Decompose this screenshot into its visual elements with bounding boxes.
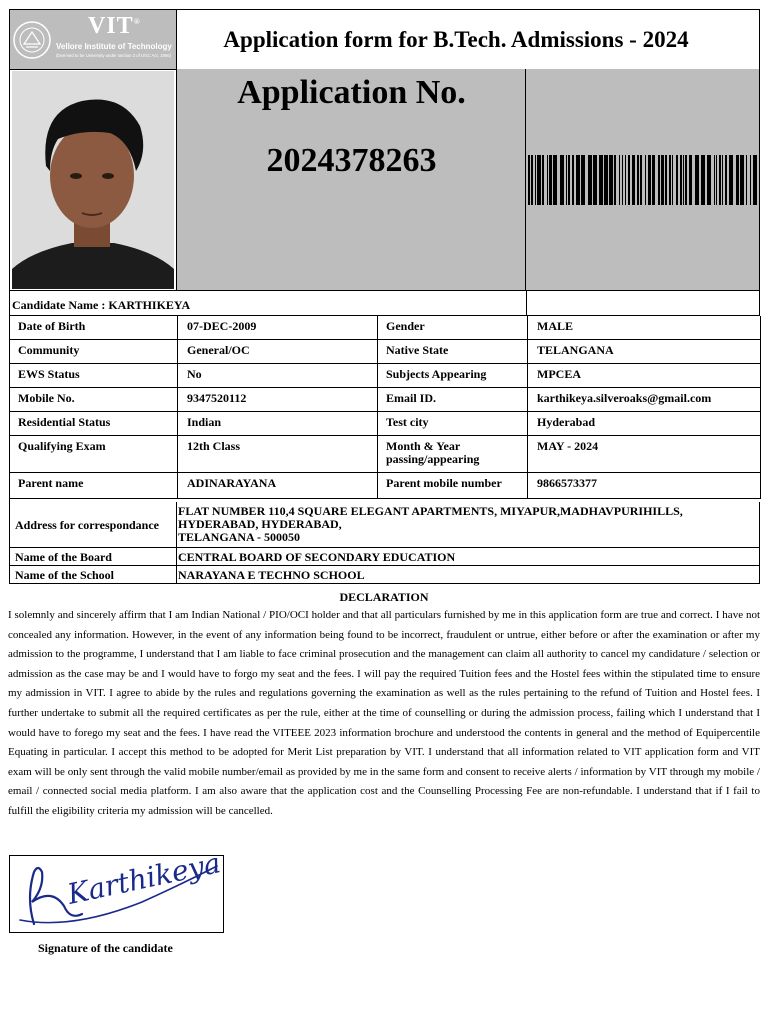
board-divider bbox=[176, 548, 177, 566]
vit-seal bbox=[12, 20, 52, 60]
barcode-bar bbox=[593, 155, 597, 205]
field-label: Month & Year passing/appearing bbox=[378, 436, 528, 473]
barcode-bar bbox=[648, 155, 651, 205]
school-divider bbox=[176, 566, 177, 584]
barcode-bar bbox=[722, 155, 723, 205]
field-label: Test city bbox=[378, 412, 528, 436]
barcode-bar bbox=[719, 155, 721, 205]
barcode-bar bbox=[619, 155, 620, 205]
barcode-bar bbox=[640, 155, 642, 205]
signature-image bbox=[12, 858, 222, 930]
barcode-bar bbox=[588, 155, 592, 205]
field-value: Hyderabad bbox=[528, 412, 761, 436]
barcode-bar bbox=[729, 155, 733, 205]
barcode-bar bbox=[572, 155, 574, 205]
barcode-bar bbox=[632, 155, 635, 205]
logo-tagline: (Deemed to be University under section 3 of UGC Act, 1956) bbox=[56, 53, 172, 58]
barcode-bar bbox=[547, 155, 548, 205]
field-label: Gender bbox=[378, 316, 528, 340]
barcode-bar bbox=[625, 155, 626, 205]
barcode-bar bbox=[609, 155, 613, 205]
barcode-bar bbox=[566, 155, 567, 205]
signature-label: Signature of the candidate bbox=[38, 941, 173, 955]
barcode-bar bbox=[537, 155, 541, 205]
barcode-bar bbox=[716, 155, 717, 205]
barcode-bar bbox=[676, 155, 678, 205]
barcode-bar bbox=[701, 155, 705, 205]
school-row bbox=[9, 566, 760, 584]
application-number: 2024378263 bbox=[266, 142, 437, 179]
candidate-name: Candidate Name : KARTHIKEYA bbox=[12, 298, 191, 312]
field-label: Date of Birth bbox=[10, 316, 178, 340]
barcode-bar bbox=[746, 155, 747, 205]
signature-text: Karthikeya bbox=[64, 858, 222, 911]
barcode bbox=[528, 155, 758, 205]
address-line-1: FLAT NUMBER 110,4 SQUARE ELEGANT APARTMENTS, MIYAPUR,MADHAVPURIHILLS, bbox=[178, 504, 683, 518]
field-value: karthikeya.silveroaks@gmail.com bbox=[528, 388, 761, 412]
field-value: 9347520112 bbox=[178, 388, 378, 412]
barcode-bar bbox=[661, 155, 664, 205]
barcode-bar bbox=[576, 155, 580, 205]
barcode-bar bbox=[672, 155, 673, 205]
barcode-bar bbox=[753, 155, 757, 205]
field-value: ADINARAYANA bbox=[178, 473, 378, 499]
candidate-name-empty-cell bbox=[526, 291, 527, 316]
barcode-bar bbox=[645, 155, 646, 205]
field-value: MPCEA bbox=[528, 364, 761, 388]
field-value: TELANGANA bbox=[528, 340, 761, 364]
barcode-bar bbox=[685, 155, 687, 205]
field-label: Parent mobile number bbox=[378, 473, 528, 499]
board-label: Name of the Board bbox=[15, 550, 112, 564]
candidate-photo bbox=[12, 71, 174, 289]
barcode-bar bbox=[628, 155, 630, 205]
barcode-bar bbox=[614, 155, 616, 205]
address-line-3: TELANGANA - 500050 bbox=[178, 530, 301, 544]
barcode-bar bbox=[695, 155, 699, 205]
declaration-heading: DECLARATION bbox=[339, 590, 429, 604]
field-label: Community bbox=[10, 340, 178, 364]
barcode-bar bbox=[599, 155, 603, 205]
field-value: MALE bbox=[528, 316, 761, 340]
logo-subtitle: Vellore Institute of Technology bbox=[56, 42, 172, 51]
barcode-bar bbox=[740, 155, 744, 205]
barcode-bar bbox=[528, 155, 530, 205]
barcode-bar bbox=[665, 155, 667, 205]
field-label: Native State bbox=[378, 340, 528, 364]
field-value: General/OC bbox=[178, 340, 378, 364]
field-value: Indian bbox=[178, 412, 378, 436]
school-value: NARAYANA E TECHNO SCHOOL bbox=[178, 568, 365, 582]
barcode-bar bbox=[689, 155, 692, 205]
barcode-bar bbox=[680, 155, 682, 205]
barcode-bar bbox=[581, 155, 585, 205]
declaration-text: I solemnly and sincerely affirm that I am Indian National / PIO/OCI holder and that all particulars furnished by me in this application form are true and correct. I have not concealed any information. However, in the event of any information being found to be incorrect, fraudulent or untrue, either before or after the examination or after my admission to the programme, I understand that I am liable to face criminal prosecution and the management can claim all authority to cancel my candidature / selection or admission as the case may be and I would have to forgo my seat and the fees. I will pay the required Tuition fees and the Hostel fees within the stipulated time to ensure my admission in VIT. I agree to abide by the rules and regulations governing the examination as well as the rules pertaining to the refund of Tuition and Hostel fees. I further undertake to submit all the required certificates as per the rule, either at the time of counselling or during the admission process, failing which I understand that I would have to forego my seat and the fees. I have read the VITEEE 2023 information brochure and understood the contents in general and the method of Equipercentile Equating in particular. I accept this method to be adopted for Merit List preparation by VIT. I understand that all information related to VIT application form and VIT exam will be only sent through the valid mobile number/email as provided by me in the same form and consent to receive alerts / information by VIT through my mobile / email / connected social media platform. I am also aware that the application cost and the Counselling Processing Fee are non-refundable. I understand that if I fail to fulfill the eligibility criteria my admission will be cancelled. bbox=[8, 609, 760, 817]
barcode-bar bbox=[553, 155, 557, 205]
field-label: Email ID. bbox=[378, 388, 528, 412]
form-title: Application form for B.Tech. Admissions - 2024 bbox=[177, 9, 760, 70]
barcode-bar bbox=[658, 155, 660, 205]
barcode-bar bbox=[725, 155, 727, 205]
field-value: 9866573377 bbox=[528, 473, 761, 499]
barcode-bar bbox=[707, 155, 711, 205]
field-value: MAY - 2024 bbox=[528, 436, 761, 473]
barcode-bar bbox=[714, 155, 715, 205]
field-value: No bbox=[178, 364, 378, 388]
address-divider bbox=[176, 502, 177, 548]
field-label: Qualifying Exam bbox=[10, 436, 178, 473]
barcode-bar bbox=[750, 155, 751, 205]
barcode-bar bbox=[568, 155, 570, 205]
barcode-bar bbox=[736, 155, 739, 205]
barcode-bar bbox=[637, 155, 639, 205]
barcode-bar bbox=[683, 155, 684, 205]
field-value: 07-DEC-2009 bbox=[178, 316, 378, 340]
field-value: 12th Class bbox=[178, 436, 378, 473]
barcode-bar bbox=[604, 155, 608, 205]
barcode-bar bbox=[652, 155, 655, 205]
address-label: Address for correspondance bbox=[15, 518, 159, 532]
barcode-bar bbox=[542, 155, 544, 205]
address-value bbox=[178, 505, 683, 544]
details-table bbox=[9, 316, 760, 502]
application-label: Application No. bbox=[237, 74, 466, 111]
barcode-bar bbox=[549, 155, 552, 205]
barcode-bar bbox=[669, 155, 671, 205]
field-label: Parent name bbox=[10, 473, 178, 499]
barcode-bar bbox=[622, 155, 623, 205]
logo-main: VIT® bbox=[88, 13, 141, 39]
barcode-bar bbox=[535, 155, 536, 205]
field-label: Mobile No. bbox=[10, 388, 178, 412]
field-label: EWS Status bbox=[10, 364, 178, 388]
field-label: Residential Status bbox=[10, 412, 178, 436]
field-label: Subjects Appearing bbox=[378, 364, 528, 388]
address-line-2: HYDERABAD, HYDERABAD, bbox=[178, 517, 342, 531]
barcode-bar bbox=[531, 155, 533, 205]
school-label: Name of the School bbox=[15, 568, 114, 582]
board-value: CENTRAL BOARD OF SECONDARY EDUCATION bbox=[178, 550, 456, 564]
barcode-bar bbox=[560, 155, 564, 205]
